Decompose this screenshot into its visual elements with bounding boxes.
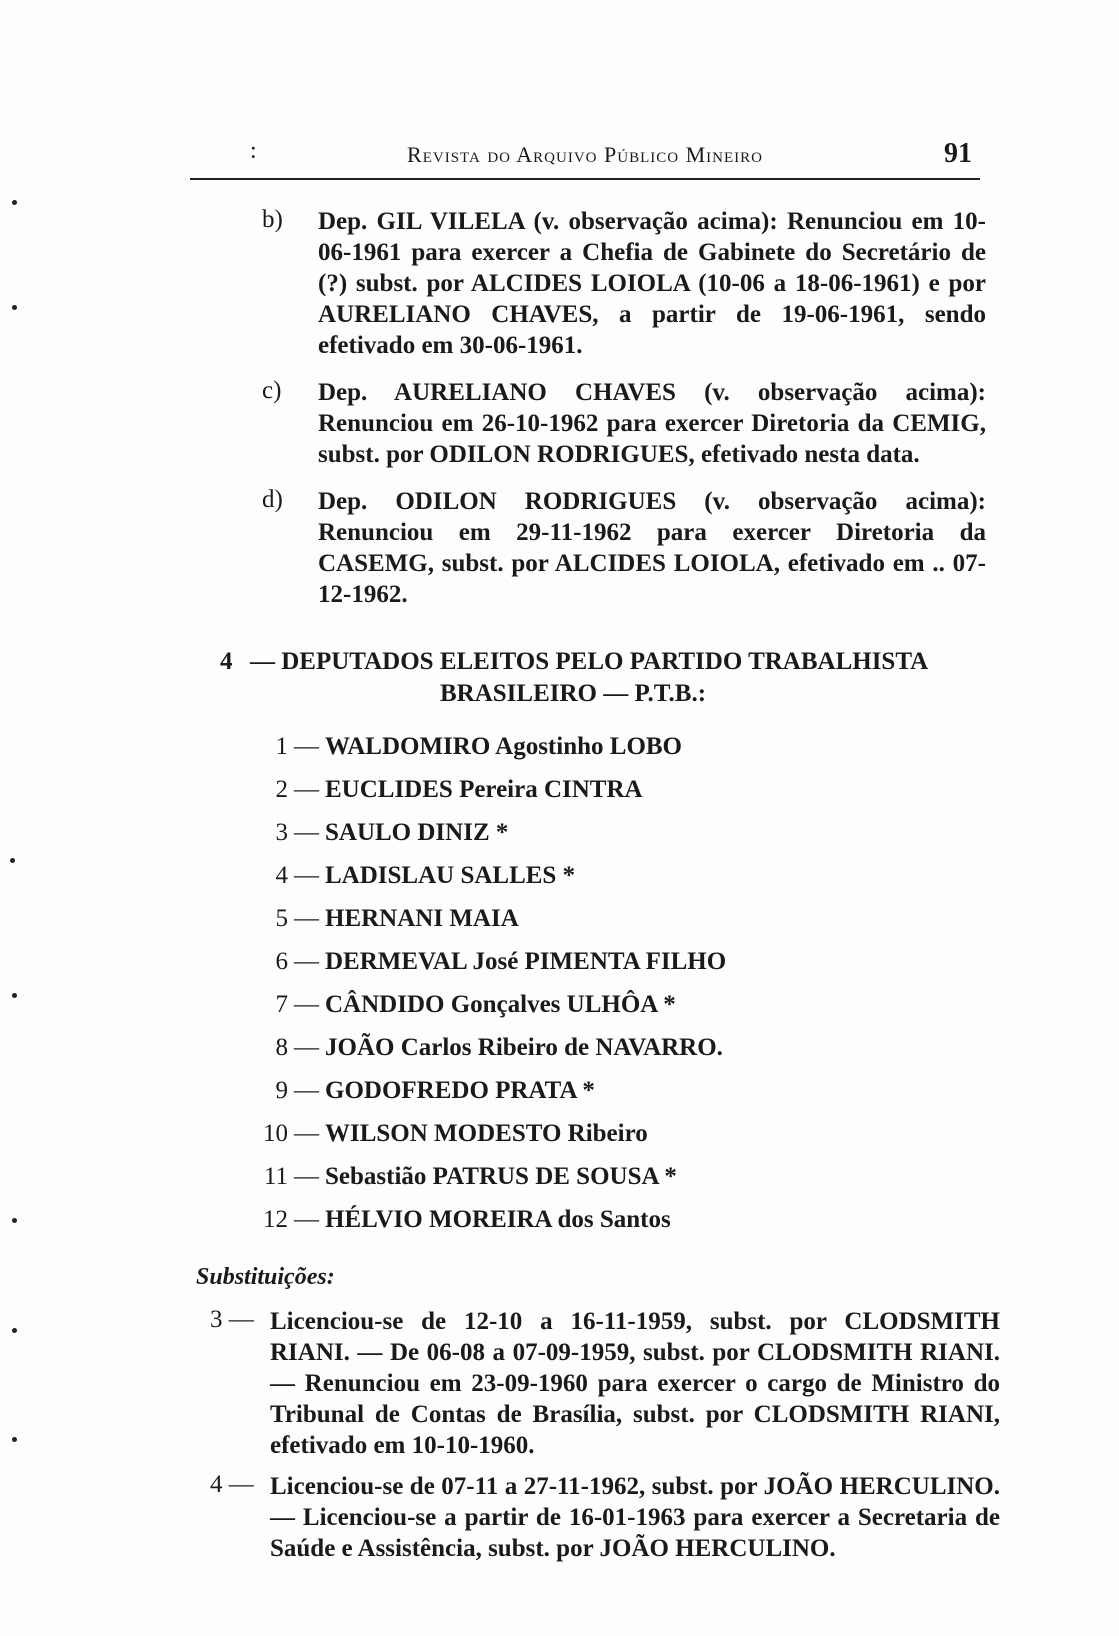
scan-speck	[12, 1328, 17, 1333]
list-item	[262, 947, 962, 990]
dash: —	[294, 1034, 319, 1061]
deputy-number: 2	[275, 776, 288, 803]
list-item	[262, 861, 962, 904]
substitution-text: Licenciou-se de 12-10 a 16-11-1959, subst. por CLODSMITH RIANI. — De 06-08 a 07-09-1959, subst. por CLODSMITH RIANI. — Renunciou em 23-09-1960 para exercer o cargo de Ministro do Tribunal de Contas de Brasília, subst. por CLODSMITH RIANI, efetivado em 10-10-1960.	[270, 1308, 1000, 1459]
dash: —	[294, 776, 319, 803]
deputy-name: LADISLAU SALLES *	[325, 862, 576, 889]
entry-text: Dep. AURELIANO CHAVES (v. observação acima): Renunciou em 26-10-1962 para exercer Diretoria da CEMIG, subst. por ODILON RODRIGUES, efetivado nesta data.	[318, 379, 986, 468]
dash: —	[294, 905, 319, 932]
section-number: 4	[220, 648, 233, 675]
entry-d	[262, 486, 986, 610]
section-title-line2: BRASILEIRO — P.T.B.:	[440, 680, 707, 707]
substitution-item	[204, 1306, 1000, 1461]
list-item	[262, 818, 962, 861]
substitutions-heading: Substituições:	[196, 1264, 335, 1290]
substitution-text: Licenciou-se de 07-11 a 27-11-1962, subst. por JOÃO HERCULINO. — Licenciou-se a partir de 16-01-1963 para exercer a Secretaria de Saúde e Assistência, subst. por JOÃO HERCULINO.	[270, 1473, 1000, 1562]
resignation-entries	[262, 206, 986, 626]
deputy-number: 12	[263, 1206, 288, 1233]
deputies-list	[262, 732, 962, 1248]
header-colon: :	[250, 138, 257, 164]
scan-speck	[10, 858, 15, 863]
list-item	[262, 1076, 962, 1119]
deputy-number: 10	[263, 1120, 288, 1147]
list-item	[262, 904, 962, 947]
dash: —	[294, 1206, 319, 1233]
dash: —	[294, 733, 319, 760]
entry-text: Dep. GIL VILELA (v. observação acima): Renunciou em 10-06-1961 para exercer a Chefia de Gabinete do Secretário de (?) subst. por ALCIDES LOIOLA (10-06 a 18-06-1961) e por AURELIANO CHAVES, a partir de 19-06-1961, sendo efetivado em 30-06-1961.	[318, 208, 986, 359]
deputy-name: JOÃO Carlos Ribeiro de NAVARRO.	[325, 1034, 723, 1061]
running-title: Revista do Arquivo Público Mineiro	[407, 142, 763, 167]
dash: —	[294, 948, 319, 975]
list-item	[262, 1162, 962, 1205]
deputy-name: WALDOMIRO Agostinho LOBO	[325, 733, 683, 760]
page-header	[190, 138, 980, 180]
substitution-item	[204, 1471, 1000, 1564]
entry-text: Dep. ODILON RODRIGUES (v. observação acima): Renunciou em 29-11-1962 para exercer Diretoria da CASEMG, subst. por ALCIDES LOIOLA, efetivado em .. 07-12-1962.	[318, 488, 986, 608]
deputy-number: 7	[275, 991, 288, 1018]
deputy-name: EUCLIDES Pereira CINTRA	[325, 776, 643, 803]
deputy-name: HERNANI MAIA	[325, 905, 519, 932]
deputy-name: DERMEVAL José PIMENTA FILHO	[325, 948, 727, 975]
dash: —	[294, 1163, 319, 1190]
entry-c	[262, 377, 986, 470]
dash: —	[294, 991, 319, 1018]
deputy-number: 8	[275, 1034, 288, 1061]
deputy-name: Sebastião PATRUS DE SOUSA *	[325, 1163, 677, 1190]
dash: —	[294, 1120, 319, 1147]
list-item	[262, 775, 962, 818]
deputy-number: 4	[275, 862, 288, 889]
list-item	[262, 732, 962, 775]
deputy-number: 11	[263, 1163, 288, 1190]
list-item	[262, 1205, 962, 1248]
scan-speck	[12, 200, 17, 205]
entry-marker: c)	[262, 377, 282, 404]
deputy-number: 5	[275, 905, 288, 932]
entry-marker: d)	[262, 486, 283, 513]
substitutions-list	[204, 1306, 1000, 1574]
list-item	[262, 990, 962, 1033]
scan-speck	[12, 1437, 17, 1442]
deputy-number: 1	[275, 733, 288, 760]
deputy-number: 3	[275, 819, 288, 846]
substitution-marker: 4 —	[210, 1471, 254, 1498]
substitution-marker: 3 —	[210, 1306, 254, 1333]
scan-speck	[12, 1218, 17, 1223]
dash: —	[294, 819, 319, 846]
entry-marker: b)	[262, 206, 283, 233]
dash: —	[294, 862, 319, 889]
deputy-name: GODOFREDO PRATA *	[325, 1077, 595, 1104]
deputy-number: 6	[275, 948, 288, 975]
dash: —	[294, 1077, 319, 1104]
deputy-number: 9	[275, 1077, 288, 1104]
deputy-name: WILSON MODESTO Ribeiro	[325, 1120, 648, 1147]
page-number: 91	[944, 138, 972, 169]
section-title-line1: — DEPUTADOS ELEITOS PELO PARTIDO TRABALHISTA	[250, 648, 929, 675]
list-item	[262, 1033, 962, 1076]
deputy-name: CÂNDIDO Gonçalves ULHÔA *	[325, 991, 676, 1018]
deputy-name: HÉLVIO MOREIRA dos Santos	[325, 1206, 671, 1233]
list-item	[262, 1119, 962, 1162]
entry-b	[262, 206, 986, 361]
scan-speck	[12, 305, 17, 310]
scan-speck	[12, 993, 17, 998]
deputy-name: SAULO DINIZ *	[325, 819, 509, 846]
